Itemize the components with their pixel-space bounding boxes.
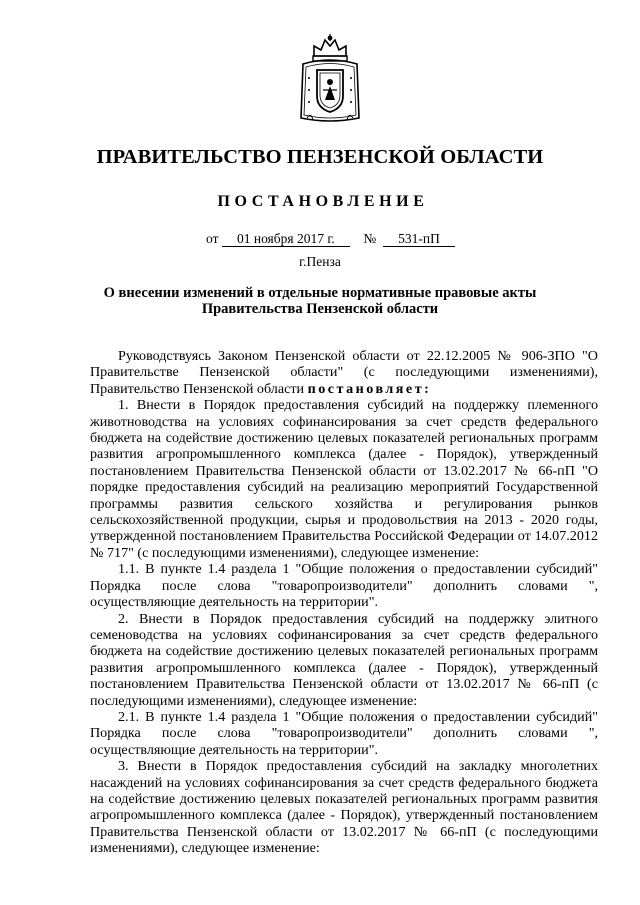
paragraph-1: 1. Внести в Порядок предоставления субсидий на поддержку племенного животноводства на условиях софинансирования за счет средств федерального бюджета на содействие достижению целевых показателей региональных программ развития агропромышленного комплекса (далее - Порядок), утвержденный постановлением Правительства Пензенской области от 13.02.2017 № 66-пП "О порядке предоставления субсидий на реализацию мероприятий Государственной программы развития сельского хозяйства и регулирования рынков сельскохозяйственной продукции, сырья и продовольствия на 2013 - 2020 годы, утвержденной постановлением Правительства Российской Федерации от 14.07.2012 № 717" (с последующими изменениями), следующее изменение:: [90, 397, 598, 561]
document-date: 01 ноября 2017 г.: [222, 231, 350, 247]
paragraph-3: 3. Внести в Порядок предоставления субсидий на закладку многолетних насаждений на условиях софинансирования за счет средств федерального бюджета на содействие достижению целевых показателей региональных программ развития агропромышленного комплекса (далее - Порядок), утвержденный постановлением Правительства Пензенской области от 13.02.2017 № 66-пП (с последующими изменениями), следующее изменение:: [90, 758, 598, 857]
city-name: г.Пенза: [299, 254, 341, 269]
document-title: О внесении изменений в отдельные нормативные правовые акты Правительства Пензенской области: [103, 285, 537, 317]
paragraph-1-1: 1.1. В пункте 1.4 раздела 1 "Общие положения о предоставлении субсидий" Порядка после слова "товаропроизводители" дополнить словами ", осуществляющие деятельность на территории".: [90, 561, 598, 611]
number-sign: №: [363, 231, 377, 246]
document-body: [90, 348, 598, 857]
decree-word: постановляет:: [307, 380, 432, 397]
intro-text: Руководствуясь Законом Пензенской области от 22.12.2005 № 906-ЗПО "О Правительстве Пензенской области" (с последующими изменениями), Правительство Пензенской области: [90, 348, 598, 397]
date-number-line: [206, 231, 455, 247]
document-type-heading: ПОСТАНОВЛЕНИЕ: [217, 193, 429, 210]
paragraph-2: 2. Внести в Порядок предоставления субсидий на поддержку элитного семеноводства на условиях софинансирования за счет средств федерального бюджета на содействие достижению целевых показателей региональных программ развития агропромышленного комплекса (далее - Порядок), утвержденный постановлением Правительства Пензенской области от 13.02.2017 № 66-пП (с последующими изменениями), следующее изменение:: [90, 610, 598, 709]
intro-paragraph: [90, 348, 598, 397]
date-prefix: от: [206, 231, 219, 246]
government-heading: ПРАВИТЕЛЬСТВО ПЕНЗЕНСКОЙ ОБЛАСТИ: [96, 146, 544, 168]
coat-of-arms-emblem: [299, 34, 361, 126]
paragraph-2-1: 2.1. В пункте 1.4 раздела 1 "Общие положения о предоставлении субсидий" Порядка после слова "товаропроизводители" дополнить словами ", осуществляющие деятельность на территории".: [90, 708, 598, 758]
document-number: 531-пП: [383, 231, 455, 247]
